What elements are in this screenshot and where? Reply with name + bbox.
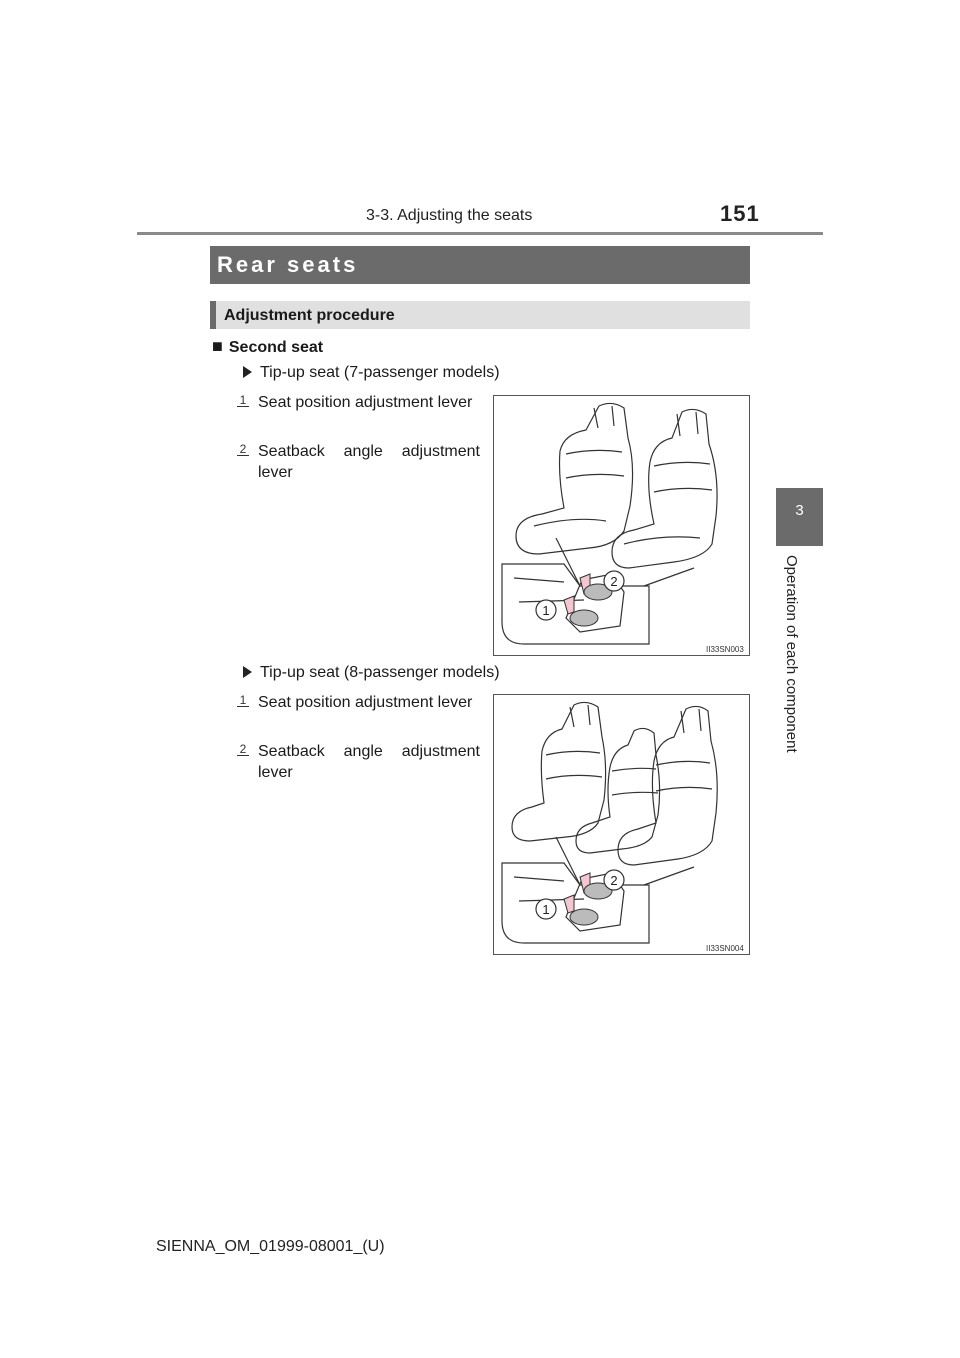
page-number: 151 — [720, 201, 760, 226]
callout-label: 1 — [542, 902, 550, 917]
callout-label: 2 — [610, 873, 618, 888]
item-text: Seatback angle adjustment lever — [258, 743, 480, 781]
figure-code: II33SN004 — [706, 944, 744, 953]
triangle-bullet-icon — [243, 366, 252, 378]
seat-illustration — [493, 395, 750, 656]
square-bullet-icon: ■ — [212, 336, 223, 356]
item-number: 2 — [237, 443, 249, 456]
model-bullet-text: Tip-up seat (8-passenger models) — [260, 664, 500, 681]
figure-code: II33SN003 — [706, 645, 744, 654]
item-text: Seat position adjustment lever — [258, 694, 473, 711]
chapter-tab-number: 3 — [795, 502, 804, 519]
chapter-tab-label: Operation of each component — [783, 555, 800, 753]
section-title: Rear seats — [217, 252, 359, 277]
subsection-title: Adjustment procedure — [224, 307, 395, 324]
seat-drawing — [494, 396, 749, 655]
footer-document-code: SIENNA_OM_01999-08001_(U) — [156, 1238, 385, 1255]
item-text: Seatback angle adjustment lever — [258, 443, 480, 481]
triangle-bullet-icon — [243, 666, 252, 678]
item-text: Seat position adjustment lever — [258, 394, 473, 411]
item-number: 1 — [237, 394, 249, 407]
model-bullet — [243, 364, 500, 382]
seat-illustration — [493, 694, 750, 955]
callout-label: 2 — [610, 574, 618, 589]
model-bullet — [243, 664, 500, 682]
model-bullet-text: Tip-up seat (7-passenger models) — [260, 364, 500, 381]
topic-heading-text: Second seat — [228, 339, 324, 356]
header-section-title: 3-3. Adjusting the seats — [366, 207, 533, 224]
item-number: 1 — [237, 694, 249, 707]
topic-heading — [212, 336, 323, 357]
callout-label: 1 — [542, 603, 550, 618]
item-number: 2 — [237, 743, 249, 756]
header-rule — [137, 232, 823, 235]
seat-drawing — [494, 695, 749, 954]
